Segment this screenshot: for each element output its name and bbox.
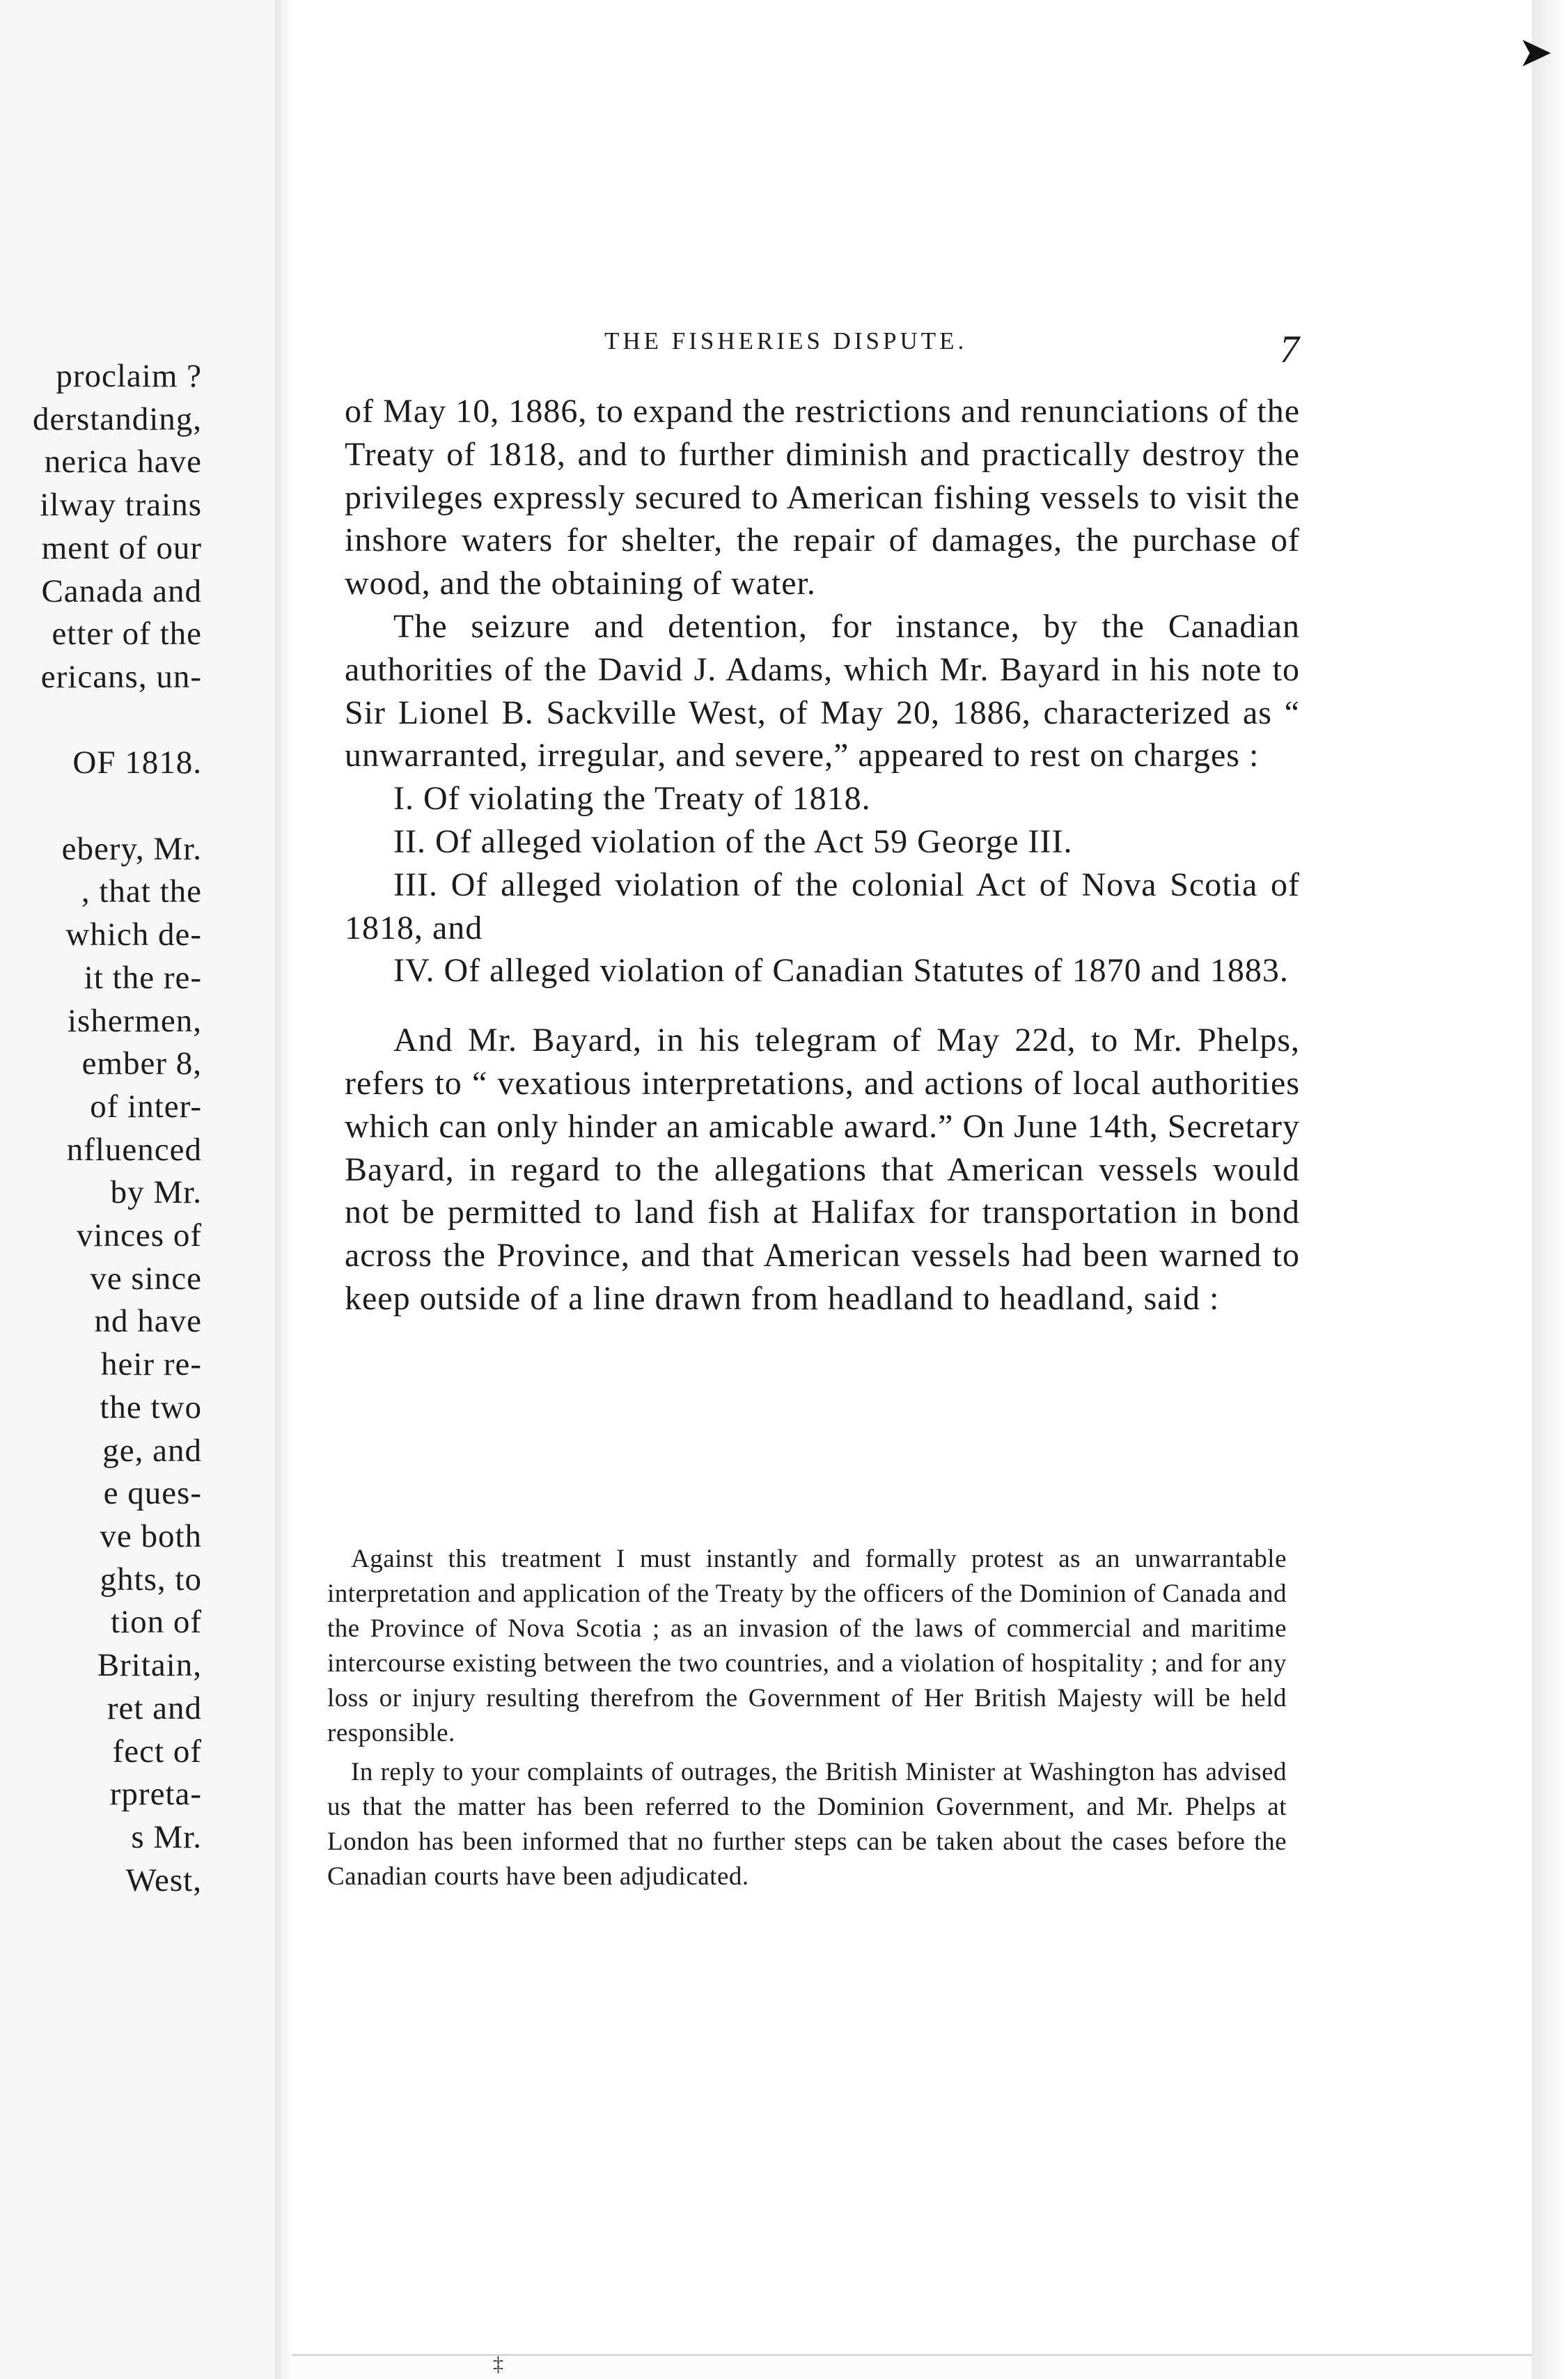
- spacer: [345, 992, 1300, 1019]
- left-page-line: nd have: [94, 1303, 202, 1340]
- left-page-line: Britain,: [97, 1647, 202, 1684]
- paragraph: And Mr. Bayard, in his telegram of May 22d, to Mr. Phelps, refers to “ vexatious interpretations, and actions of local authorities which can only hinder an amicable award.” On June 14th, Secretary Bayard, in regard to the allegations that American vessels would not be permitted to land fish at Halifax for transportation in bond across the Province, and that American vessels had been warned to keep outside of a line drawn from headland to headland, said :: [345, 1022, 1300, 1317]
- left-page-line: etter of the: [52, 616, 202, 653]
- paragraph: of May 10, 1886, to expand the restrictions and renunciations of the Treaty of 1818, and to further diminish and practically destroy the privileges expressly secured to American fishing vessels to visit the inshore waters for shelter, the repair of damages, the purchase of wood, and the obtaining of water.: [345, 393, 1300, 602]
- left-page-line: tion of: [110, 1604, 202, 1641]
- body-text: [345, 390, 1300, 1320]
- left-page-line: s Mr.: [131, 1818, 202, 1855]
- left-page-line: e ques-: [103, 1475, 202, 1512]
- left-page-line: nerica have: [44, 444, 202, 481]
- left-page-line: ve both: [100, 1518, 202, 1554]
- left-page-line: [0, 699, 202, 742]
- page-number: 7: [1280, 328, 1299, 371]
- left-page-line: vinces of: [77, 1217, 202, 1254]
- list-item: III. Of alleged violation of the colonial Act of Nova Scotia of 1818, and: [345, 866, 1300, 946]
- left-page-line: of inter-: [90, 1088, 202, 1125]
- left-page-line: OF 1818.: [72, 744, 202, 781]
- left-page-line: ilway trains: [40, 487, 202, 524]
- list-item: I. Of violating the Treaty of 1818.: [393, 780, 871, 818]
- left-page-line: ericans, un-: [40, 658, 202, 695]
- quote-paragraph: Against this treatment I must instantly and formally protest as an unwarrantable interpretation and application of the Treaty by the officers of the Dominion of Canada and the Province of Nova Scotia ; as an invasion of the laws of commercial and maritime intercourse existing between the two countries, and a violation of hospitality ; and for any loss or injury resulting therefrom the Government of Her British Majesty will be held responsible.: [327, 1545, 1287, 1747]
- left-page-line: ember 8,: [81, 1045, 202, 1082]
- running-header: THE FISHERIES DISPUTE.: [604, 327, 968, 354]
- paragraph: The seizure and detention, for instance, by the Canadian authorities of the David J. Adams, which Mr. Bayard in his note to Sir Lionel B. Sackville West, of May 20, 1886, characterized as “ unwarranted, irregular, and severe,” appeared to rest on charges :: [345, 607, 1300, 774]
- left-page-line: by Mr.: [110, 1174, 202, 1211]
- corner-mark: ➤: [1518, 29, 1553, 75]
- left-page: [0, 0, 279, 2379]
- left-page-text-fragments: [0, 355, 202, 1902]
- left-page-line: nfluenced: [66, 1131, 202, 1168]
- left-page-line: , that the: [81, 873, 202, 910]
- left-page-line: ment of our: [41, 529, 202, 566]
- left-page-line: ge, and: [102, 1432, 202, 1469]
- left-page-line: it the re-: [84, 959, 202, 996]
- left-page-line: ve since: [90, 1260, 202, 1297]
- quote-paragraph: In reply to your complaints of outrages, the British Minister at Washington has advised us that the matter has been referred to the Dominion Government, and Mr. Phelps at London has been informed that no further steps can be taken about the cases before the Canadian courts have been adjudicated.: [327, 1758, 1287, 1891]
- left-page-line: ishermen,: [67, 1002, 202, 1039]
- page-edge-shadow: [1532, 0, 1568, 2379]
- scan-mark: ‡: [493, 2353, 503, 2376]
- charges-list: [345, 777, 1300, 992]
- left-page-line: rpreta-: [109, 1776, 202, 1813]
- left-page-line: [0, 785, 202, 828]
- left-page-line: fect of: [112, 1733, 202, 1770]
- left-page-line: ret and: [107, 1690, 202, 1726]
- left-page-line: West,: [125, 1862, 202, 1898]
- left-page-line: ebery, Mr.: [61, 830, 202, 867]
- left-page-line: Canada and: [41, 572, 202, 609]
- list-item: IV. Of alleged violation of Canadian Statutes of 1870 and 1883.: [393, 952, 1289, 990]
- left-page-line: ghts, to: [100, 1561, 202, 1598]
- list-item: II. Of alleged violation of the Act 59 George III.: [393, 822, 1073, 860]
- left-page-line: proclaim ?: [56, 358, 202, 394]
- left-page-line: derstanding,: [32, 400, 202, 437]
- block-quote: [327, 1542, 1287, 1894]
- left-page-line: the two: [100, 1389, 202, 1426]
- left-page-line: heir re-: [101, 1346, 202, 1383]
- left-page-line: which de-: [65, 916, 202, 953]
